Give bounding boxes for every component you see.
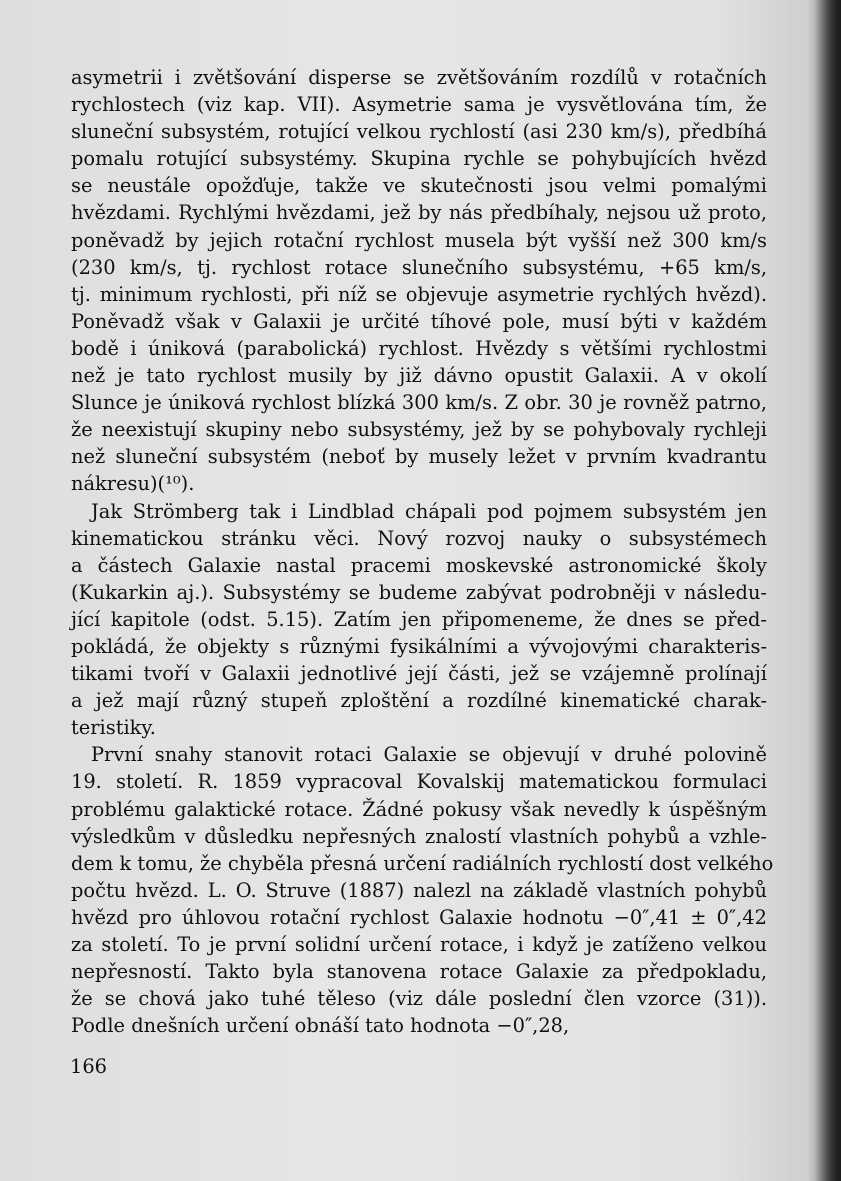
text-line: za století. To je první solidní určení rotace, i když je zatíženo velkou [71,933,767,956]
text-line: nákresu)(¹⁰). [71,472,195,496]
text-line: sluneční subsystém, rotující velkou rychlostí (asi 230 km/s), předbíhá [71,120,767,144]
text-line: než je tato rychlost musily by již dávno opustit Galaxii. A v okolí [71,364,767,388]
text-line: První snahy stanovit rotaci Galaxie se objevují v druhé polovině [91,743,767,767]
text-line: (Kukarkin aj.). Subsystémy se budeme zabývat podrobněji v následu- [71,580,767,604]
text-line: jící kapitole (odst. 5.15). Zatím jen připomeneme, že dnes se před- [71,607,767,631]
text-line: a jež mají různý stupeň zploštění a rozdílné kinematické charak- [71,689,767,713]
text-line: hvězd pro úhlovou rotační rychlost Galaxie hodnotu −0″,41 ± 0″,42 [71,905,767,929]
text-line: a částech Galaxie nastal pracemi moskevské astronomické školy [71,553,767,577]
text-line: (230 km/s, tj. rychlost rotace slunečního subsystému, +65 km/s, [71,255,767,279]
text-line: že neexistují skupiny nebo subsystémy, jež by se pohybovaly rychleji [71,418,767,442]
text-line: Podle dnešních určení obnáší tato hodnota −0″,28, [71,1014,570,1038]
text-line: pomalu rotující subsystémy. Skupina rychle se pohybujících hvězd [71,147,767,171]
text-line: pokládá, že objekty s různými fysikálními a vývojovými charakteris- [71,634,767,658]
text-line: teristiky. [71,716,156,740]
text-line: Slunce je úniková rychlost blízká 300 km/s. Z obr. 30 je rovněž patrno, [71,391,767,415]
text-line: dem k tomu, že chyběla přesná určení radiálních rychlostí dost velkého [71,851,774,875]
text-line: rychlostech (viz kap. VII). Asymetrie sama je vysvětlována tím, že [71,93,767,117]
text-line: se neustále opožďuje, takže ve skutečnosti jsou velmi pomalými [71,174,767,198]
page-edge-shadow [815,0,841,1181]
text-line: Poněvadž však v Galaxii je určité tíhové pole, musí býti v každém [71,309,767,333]
text-line: kinematickou stránku věci. Nový rozvoj nauky o subsystémech [71,526,767,550]
text-line: počtu hvězd. L. O. Struve (1887) nalezl na základě vlastních pohybů [71,878,767,902]
text-line: Jak Strömberg tak i Lindblad chápali pod pojmem subsystém jen [91,499,767,523]
text-line: výsledkům v důsledku nepřesných znalostí vlastních pohybů a vzhle- [71,824,767,848]
text-line: tikami tvoří v Galaxii jednotlivé její části, jež se vzájemně prolínají [71,662,767,686]
text-line: než sluneční subsystém (neboť by musely ležet v prvním kvadrantu [71,445,767,469]
text-line: hvězdami. Rychlými hvězdami, jež by nás předbíhaly, nejsou už proto, [71,201,767,225]
text-line: nepřesností. Takto byla stanovena rotace Galaxie za předpokladu, [71,960,767,984]
text-line: bodě i úniková (parabolická) rychlost. Hvězdy s většími rychlostmi [71,336,767,360]
body-text [71,64,774,1039]
text-line: tj. minimum rychlosti, při níž se objevuje asymetrie rychlých hvězd). [71,282,767,306]
text-line: že se chová jako tuhé těleso (viz dále poslední člen vzorce (31)). [71,987,767,1011]
text-line: poněvadž by jejich rotační rychlost musela být vyšší než 300 km/s [71,228,767,252]
page-number: 166 [70,1055,108,1078]
text-line: 19. století. R. 1859 vypracoval Kovalskij matematickou formulaci [71,770,767,794]
text-line: asymetrii i zvětšování disperse se zvětšováním rozdílů v rotačních [71,66,767,89]
text-line: problému galaktické rotace. Žádné pokusy však nevedly k úspěšným [71,797,767,821]
